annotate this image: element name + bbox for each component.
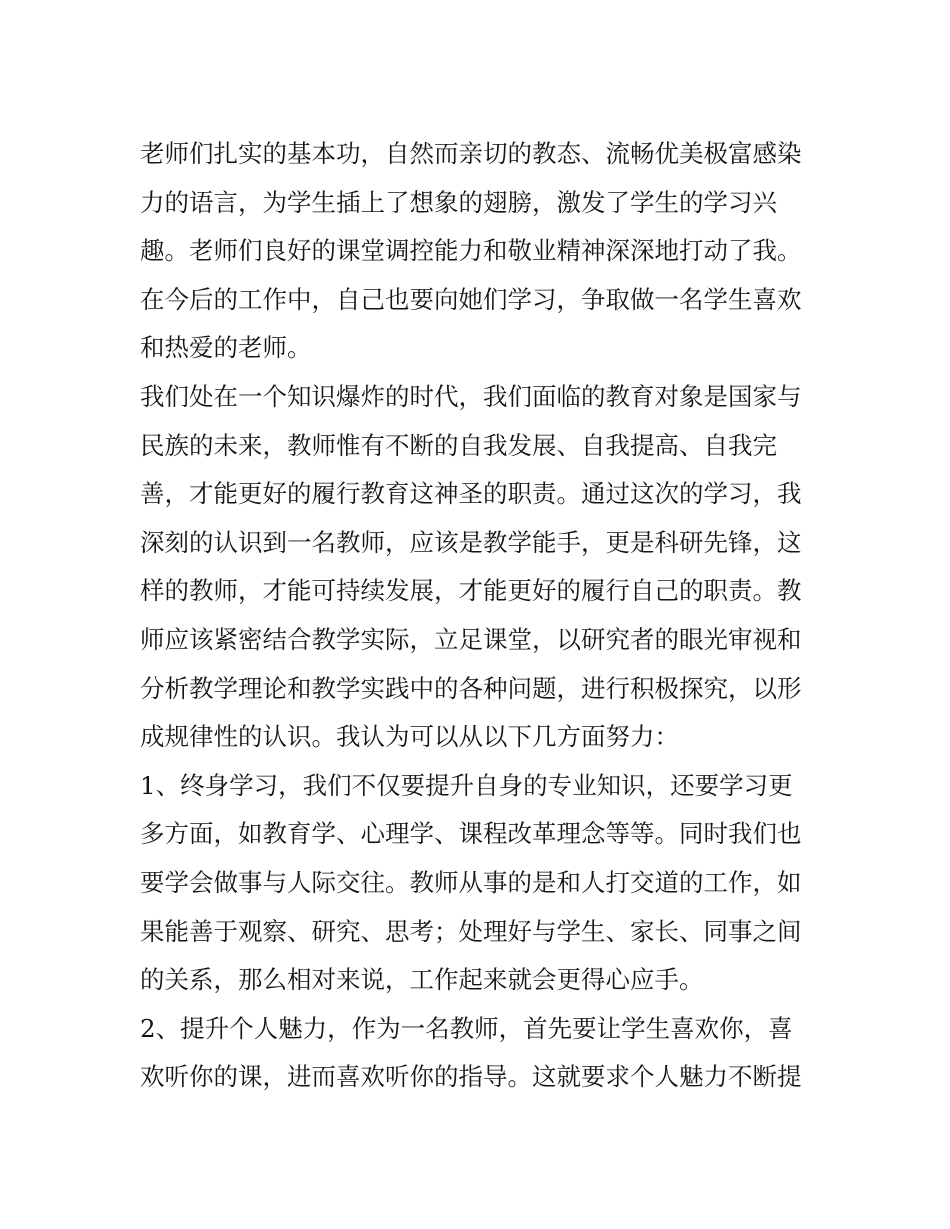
paragraph-1 [140, 130, 816, 373]
text-line: 多方面，如教育学、心理学、课程改革理念等等。同时我们也 [140, 819, 802, 849]
document-body [140, 130, 816, 1102]
text-line: 在今后的工作中，自己也要向她们学习，争取做一名学生喜欢 [140, 284, 802, 314]
text-line: 1、终身学习，我们不仅要提升自身的专业知识，还要学习更 [140, 770, 793, 800]
text-line: 深刻的认识到一名教师，应该是教学能手，更是科研先锋，这 [140, 527, 802, 557]
text-line: 趣。老师们良好的课堂调控能力和敬业精神深深地打动了我。 [140, 236, 802, 266]
text-line: 果能善于观察、研究、思考；处理好与学生、家长、同事之间 [140, 916, 802, 946]
text-line: 欢听你的课，进而喜欢听你的指导。这就要求个人魅力不断提 [140, 1062, 802, 1092]
text-line: 分析教学理论和教学实践中的各种问题，进行积极探究，以形 [140, 673, 802, 703]
text-line: 老师们扎实的基本功，自然而亲切的教态、流畅优美极富感染 [140, 139, 802, 168]
paragraph-2 [140, 373, 816, 762]
paragraph-4 [140, 1005, 816, 1102]
text-line: 力的语言，为学生插上了想象的翅膀，激发了学生的学习兴 [140, 187, 777, 217]
text-line: 我们处在一个知识爆炸的时代，我们面临的教育对象是国家与 [140, 381, 802, 411]
text-line: 成规律性的认识。我认为可以从以下几方面努力： [140, 722, 679, 752]
text-line: 和热爱的老师。 [140, 333, 312, 363]
text-line: 民族的未来，教师惟有不断的自我发展、自我提高、自我完 [140, 430, 777, 460]
text-line: 2、提升个人魅力，作为一名教师，首先要让学生喜欢你，喜 [140, 1013, 793, 1043]
text-line: 要学会做事与人际交往。教师从事的是和人打交道的工作，如 [140, 867, 802, 897]
paragraph-3 [140, 762, 816, 1005]
text-line: 样的教师，才能可持续发展，才能更好的履行自己的职责。教 [140, 576, 802, 606]
text-line: 的关系，那么相对来说，工作起来就会更得心应手。 [140, 965, 704, 995]
text-line: 善，才能更好的履行教育这神圣的职责。通过这次的学习，我 [140, 479, 802, 509]
text-line: 师应该紧密结合教学实际，立足课堂，以研究者的眼光审视和 [140, 624, 802, 654]
